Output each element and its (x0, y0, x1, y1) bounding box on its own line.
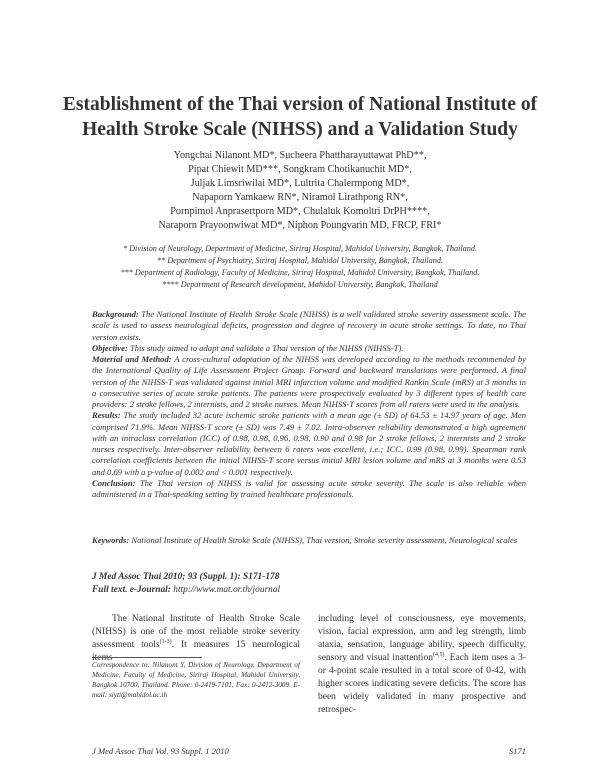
affiliation-line: *** Department of Radiology, Faculty of Medicine, Siriraj Hospital, Mahidol University, Bangkok, Thailand. (120, 268, 480, 277)
body-column-right (318, 613, 526, 717)
author-line: Juljak Limsriwilai MD*, Lultrita Chalermpong MD*, (190, 178, 410, 189)
keywords-text: National Institute of Health Stroke Scale (NIHSS), Thai version, Stroke severity assessment, Neurological scales (131, 535, 518, 545)
affiliation-list (60, 243, 540, 291)
abstract-results (92, 410, 526, 478)
correspondence-footnote: Correspondence to: Nilanont Y, Division of Neurology, Department of Medicine, Faculty of Medicine, Siriraj Hospital, Mahidol University, Bangkok 10700, Thailand. Phone: 0-2419-7101, Fax: 0-2412-3009. E-mail: siyti@mahidol.ac.th (92, 661, 300, 699)
reference-marker: (1-3) (159, 638, 172, 645)
title-line-2: Health Stroke Scale (NIHSS) and a Validation Study (82, 119, 518, 140)
background-text: The National Institute of Health Stroke Scale (NIHSS) is a well validated stroke severity assessment scale. The scale is used to assess neurological deficits, progression and degree of recovery in acute stroke settings. To date, no Thai version exists. (92, 309, 527, 342)
author-line: Yongchai Nilanont MD*, Sucheera Phattharayuttawat PhD**, (173, 150, 427, 161)
keywords (92, 535, 526, 546)
abstract-conclusion (92, 478, 526, 501)
abstract (92, 309, 526, 500)
methods-label: Material and Method: (92, 354, 172, 364)
conclusion-label: Conclusion: (92, 477, 136, 488)
results-text: The study included 32 acute ischemic stroke patients with a mean age (± SD) of 64.53 ± 14.97 years of age. Men comprised 71.9%. Mean NIHSS-T score (± SD) was 7.49 ± 7.02. Intra-observer reliability demonstrated a high agreement with an intraclass correlation (ICC) of 0.98, 0.98, 0.96, 0.98, 0.90 and 0.98 for 2 stroke fellows, 2 internists and 2 stroke nurses respectively. Inter-observer reliability between 6 raters was excellent, i.e.; ICC, 0.99 (0.98, 0.99). Spearman rank correlation coefficients between the initial NIHSS-T score versus initial MRI lesion volume and mRS at 3 months were 0.53 and 0.69 with a p-value of 0.002 and < 0.001 respectively. (92, 410, 527, 477)
abstract-background (92, 309, 526, 343)
objective-label: Objective: (92, 342, 128, 353)
methods-text: A cross-cultural adaptation of the NIHSS was developed according to the methods recommended by the International Quality of Life Assessment Project Group. Forward and backward translations were performed. A final version of the NIHSS-T was validated against initial MRI infarction volume and modified Rankin Scale (mRS) at 3 months in a consecutive series of acute stroke patients. The patients were prospectively evaluated by 3 different types of health care providers: 2 stroke fellows, 2 internists, and 2 stroke nurses. Mean NIHSS-T scores from all raters were used in the analysis. (92, 354, 526, 409)
author-line: Naraporn Prayoonwiwat MD*, Niphon Poungvarin MD, FRCP, FRI* (158, 220, 442, 231)
keywords-label: Keywords: (92, 535, 130, 545)
affiliation-line: * Division of Neurology, Department of Medicine, Siriraj Hospital, Mahidol University, Bangkok, Thailand. (123, 244, 477, 253)
affiliation-line: ** Department of Psychiatry, Siriraj Hospital, Mahidol University, Bangkok, Thailand. (156, 256, 444, 265)
footer-page-number: S171 (508, 746, 526, 756)
conclusion-text: The Thai version of NIHSS is valid for assessing acute stroke severity. The scale is also reliable when administered in a Thai-speaking setting by trained healthcare professionals. (92, 477, 527, 499)
article-title (40, 92, 560, 142)
background-label: Background: (92, 309, 139, 319)
affiliation-line: **** Department of Research development, Mahidol University, Bangkok, Thailand (162, 280, 438, 289)
fulltext-label: Full text. e-Journal: (92, 585, 171, 595)
author-list (100, 149, 500, 233)
title-line-1: Establishment of the Thai version of National Institute of (62, 94, 538, 115)
abstract-methods (92, 354, 526, 410)
journal-url[interactable]: http://www.mat.or.th/journal (173, 585, 281, 595)
results-label: Results: (92, 410, 121, 421)
author-line: Napaporn Yamkaew RN*, Niramol Lirathpong RN*, (192, 192, 408, 203)
footnote-divider (92, 657, 202, 658)
objective-text: This study aimed to adapt and validate a Thai version of the NIHSS (NIHSS-T). (129, 342, 404, 353)
body-paragraph: The National Institute of Health Stroke Scale (NIHSS) is one of the most reliable stroke severity assessment tools$^{(1-3)}$. It measures 15 neurological items (92, 614, 300, 663)
journal-citation: J Med Assoc Thai 2010; 93 (Suppl. 1): S171-178 (92, 572, 280, 582)
footer-journal: J Med Assoc Thai Vol. 93 Suppl. 1 2010 (92, 746, 229, 756)
abstract-objective (92, 343, 526, 354)
reference-marker: (4,5) (432, 651, 445, 658)
body-paragraph: including level of consciousness, eye movements, vision, facial expression, arm and leg strength, limb ataxia, sensation, language ability, speech difficulty, sensory and visual inattention$^{(4,5)}$. Each item uses a 3- or 4-point scale resulted in a total score of 0-42, with higher scores indicating severe deficits. The score has been widely validated in many prospective and retrospec- (318, 614, 526, 715)
author-line: Pipat Chiewit MD***, Songkram Chotikanuchit MD*, (188, 164, 412, 175)
author-line: Pornpimol Anprasertporn MD*, Chulaluk Komoltri DrPH****, (170, 206, 430, 217)
journal-citation-block (92, 571, 526, 597)
